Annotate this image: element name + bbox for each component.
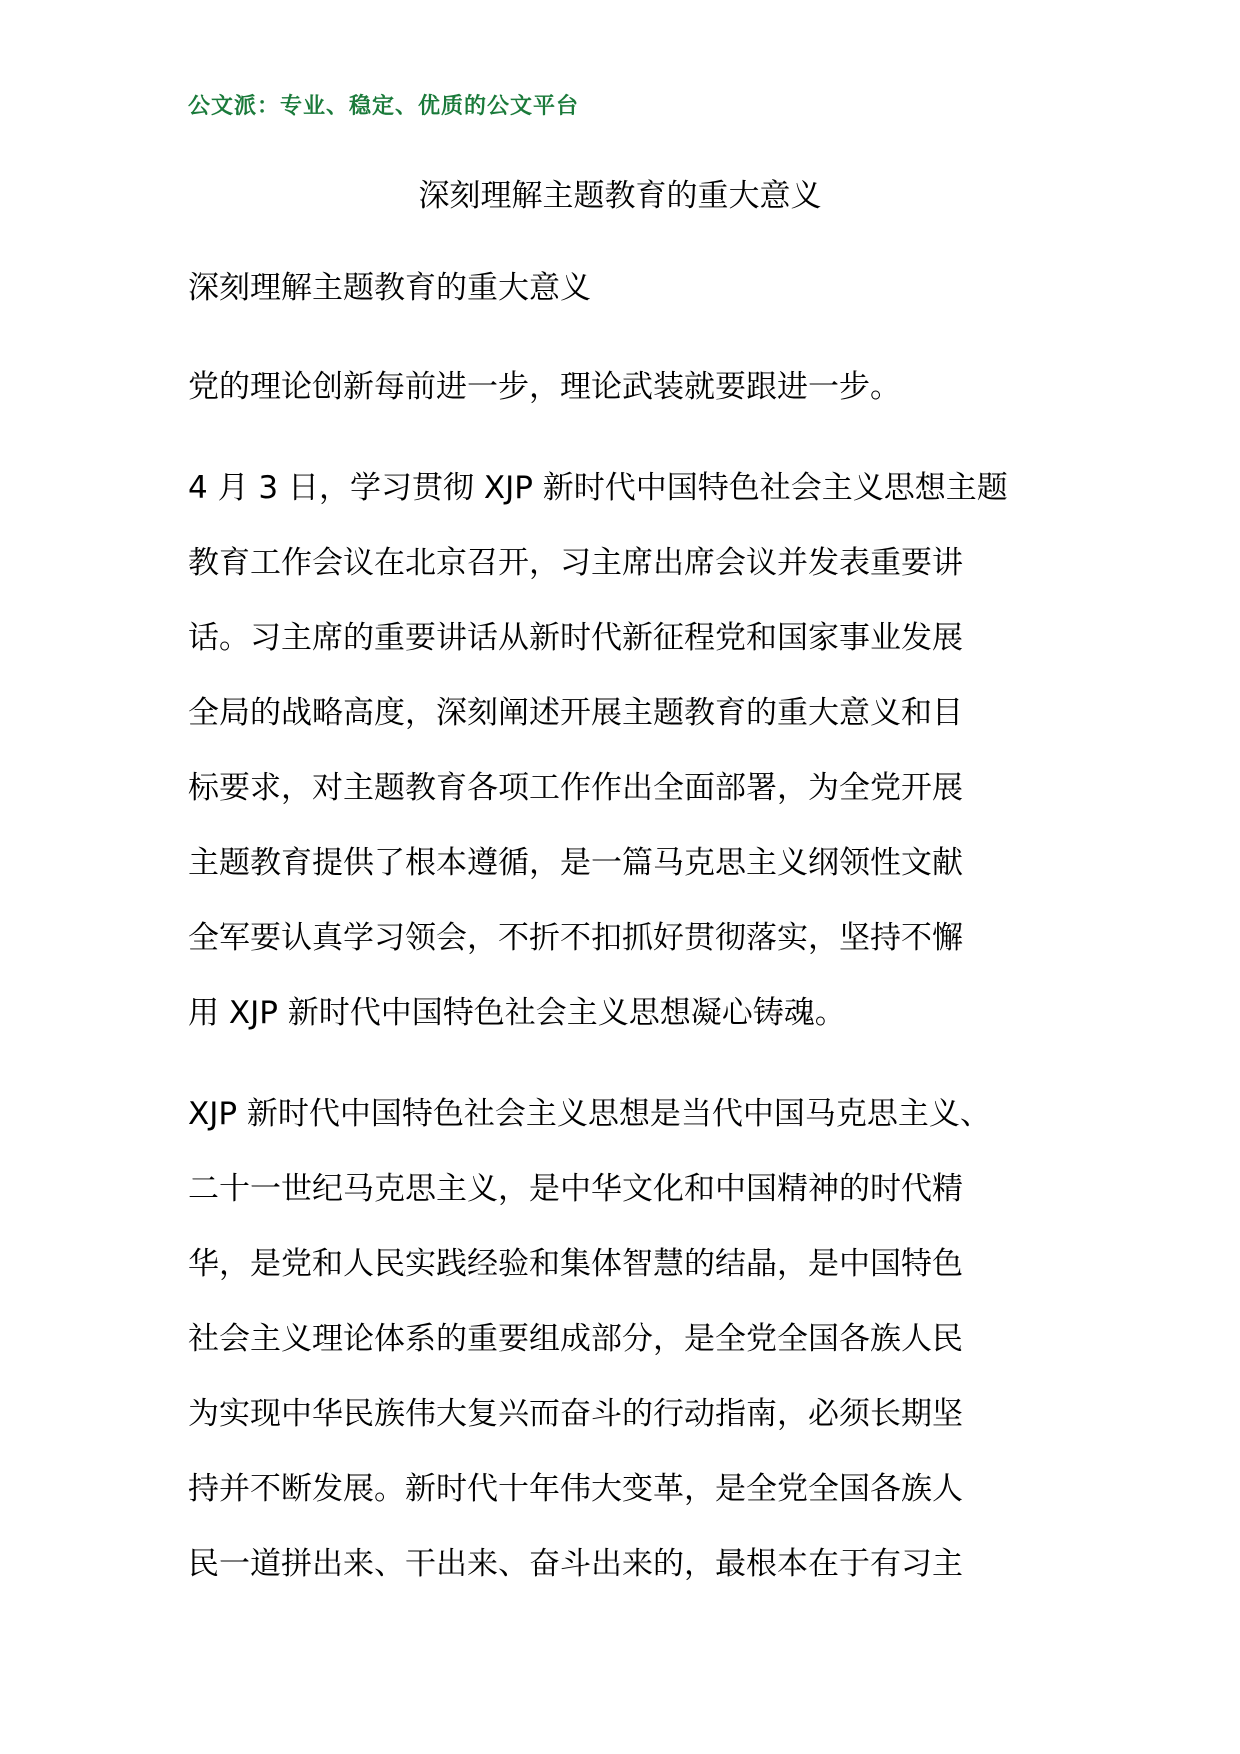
text-line: 全局的战略高度，深刻阐述开展主题教育的重大意义和目 — [188, 695, 963, 731]
brand-header: 公文派：专业、稳定、优质的公文平台 — [188, 93, 580, 119]
text-line: 持并不断发展。新时代十年伟大变革，是全党全国各族人 — [188, 1471, 963, 1507]
text-line: 为实现中华民族伟大复兴而奋斗的行动指南，必须长期坚 — [188, 1396, 963, 1432]
document-title: 深刻理解主题教育的重大意义 — [418, 178, 822, 214]
text-line: 社会主义理论体系的重要组成部分，是全党全国各族人民 — [188, 1321, 963, 1357]
text-line: 全军要认真学习领会，不折不扣抓好贯彻落实，坚持不懈 — [188, 920, 963, 956]
text-line: 教育工作会议在北京召开，习主席出席会议并发表重要讲 — [188, 545, 963, 581]
paragraph — [188, 1077, 1068, 1602]
paragraph — [188, 451, 1068, 1051]
text-line: 华，是党和人民实践经验和集体智慧的结晶，是中国特色 — [188, 1246, 963, 1282]
text-line: 二十一世纪马克思主义，是中华文化和中国精神的时代精 — [188, 1171, 963, 1207]
text-line: 主题教育提供了根本遵循，是一篇马克思主义纲领性文献 — [188, 845, 963, 881]
text-line: XJP 新时代中国特色社会主义思想是当代中国马克思主义、 — [188, 1096, 991, 1132]
paragraph — [188, 350, 1068, 425]
document-subtitle: 深刻理解主题教育的重大意义 — [188, 270, 591, 306]
text-line: 用 XJP 新时代中国特色社会主义思想凝心铸魂。 — [188, 995, 846, 1031]
document-body — [188, 350, 1068, 1628]
text-line: 标要求，对主题教育各项工作作出全面部署，为全党开展 — [188, 770, 963, 806]
text-line: 4 月 3 日，学习贯彻 XJP 新时代中国特色社会主义思想主题 — [188, 470, 1008, 506]
text-line: 话。习主席的重要讲话从新时代新征程党和国家事业发展 — [188, 620, 963, 656]
text-line: 党的理论创新每前进一步，理论武装就要跟进一步。 — [188, 369, 901, 405]
text-line: 民一道拼出来、干出来、奋斗出来的，最根本在于有习主 — [188, 1546, 963, 1582]
